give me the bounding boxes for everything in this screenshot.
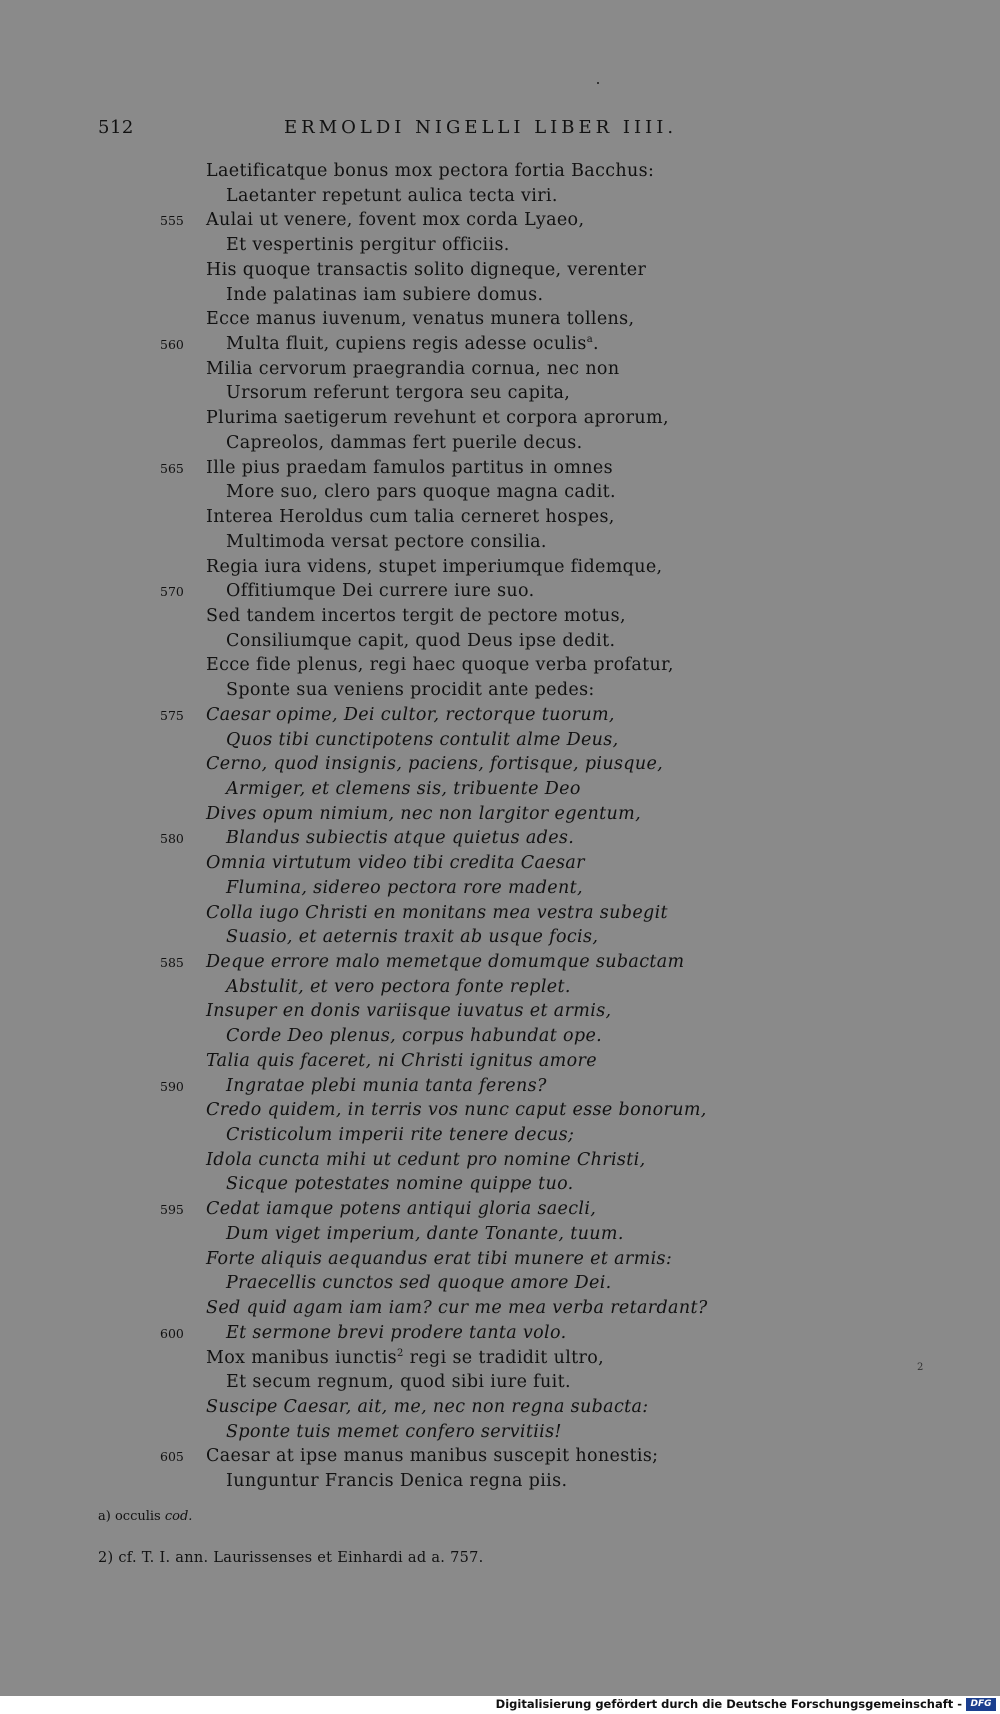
verse-line (0, 1271, 1000, 1296)
verse-line (0, 579, 1000, 604)
verse-text-main: Ursorum referunt tergora seu capita, (226, 383, 571, 404)
verse-line (0, 752, 1000, 777)
margin-mark: 2 (917, 1362, 924, 1373)
verse-line (0, 381, 1000, 406)
page-number: 512 (98, 117, 134, 138)
verse-line (0, 1172, 1000, 1197)
verse-text-main: Cedat iamque potens antiqui gloria saecli, (206, 1199, 597, 1220)
verse-line (0, 1420, 1000, 1445)
verse-text-main: Sicque potestates nomine quippe tuo. (226, 1174, 574, 1195)
verse-text (226, 777, 581, 802)
verse-text (226, 1370, 571, 1395)
verse-number: 555 (160, 213, 184, 229)
verse-text-main: Praecellis cunctos sed quoque amore Dei. (226, 1273, 612, 1294)
verse-line (0, 233, 1000, 258)
verse-line (0, 851, 1000, 876)
verse-text (206, 159, 654, 184)
verse-line (0, 1098, 1000, 1123)
verse-line (0, 1469, 1000, 1494)
verse-text (206, 555, 662, 580)
verse-text (206, 1296, 708, 1321)
verse-text (206, 802, 641, 827)
verse-text-main: Sed tandem incertos tergit de pectore motus, (206, 605, 626, 626)
verse-text (206, 653, 674, 678)
verse-text (206, 307, 634, 332)
verse-line (0, 876, 1000, 901)
verse-line (0, 1346, 1000, 1371)
verse-text-main: Sponte sua veniens procidit ante pedes: (226, 680, 595, 701)
dfg-logo: DFG (966, 1698, 996, 1711)
verse-text-main: Deque errore malo memetque domumque subactam (206, 952, 685, 972)
verse-line (0, 1296, 1000, 1321)
verse-text-main: Sed quid agam iam iam? cur me mea verba retardant? (206, 1298, 708, 1319)
verse-text (206, 1148, 646, 1173)
verse-text-main: Multimoda versat pectore consilia. (226, 531, 547, 552)
verse-text (226, 283, 543, 308)
verse-line (0, 456, 1000, 481)
verse-text-main: Credo quidem, in terris vos nunc caput esse bonorum, (206, 1100, 707, 1121)
verse-text (226, 1222, 624, 1247)
verse-text (226, 381, 570, 406)
verse-number: 600 (160, 1325, 184, 1341)
verse-text (226, 728, 619, 753)
verse-text-main: Dum viget imperium, dante Tonante, tuum. (226, 1223, 624, 1244)
verse-text (206, 752, 663, 777)
verse-text (206, 950, 684, 975)
verse-line (0, 703, 1000, 728)
verse-text-main: Idola cuncta mihi ut cedunt pro nomine Christi, (206, 1149, 646, 1170)
verse-text (206, 999, 611, 1024)
verse-text-main: Cristicolum imperii rite tenere decus; (226, 1125, 575, 1146)
verse-number: 605 (160, 1449, 184, 1465)
verse-number: 570 (160, 584, 184, 600)
verse-text (206, 851, 585, 876)
verse-text-main: Iunguntur Francis Denica regna piis. (226, 1471, 568, 1492)
verse-text (226, 1024, 602, 1049)
verse-text-main: Forte aliquis aequandus erat tibi munere et armis: (206, 1248, 673, 1269)
verse-text-main: Talia quis faceret, ni Christi ignitus amore (206, 1050, 597, 1071)
verse-text (206, 1346, 604, 1371)
verse-text (206, 406, 669, 431)
verse-text-main: Armiger, et clemens sis, tribuente Deo (226, 778, 581, 799)
verse-text-main: Capreolos, dammas fert puerile decus. (226, 432, 583, 453)
footnote-reference: a (586, 334, 593, 346)
verse-text-tail: . (593, 334, 599, 355)
verse-text-main: Multa fluit, cupiens regis adesse oculis (226, 334, 587, 355)
verse-text (206, 208, 584, 233)
verse-text-main: Et secum regnum, quod sibi iure fuit. (226, 1372, 571, 1393)
verse-text (226, 1420, 562, 1445)
digitization-credit-bar (0, 1696, 1000, 1714)
verse-line (0, 283, 1000, 308)
verse-text (206, 505, 615, 530)
verse-line (0, 555, 1000, 580)
verse-block (0, 159, 1000, 1494)
verse-line (0, 653, 1000, 678)
verse-text-main: Colla iugo Christi en monitans mea vestra subegit (206, 902, 668, 923)
verse-text (206, 1247, 672, 1272)
verse-text-main: Sponte tuis memet confero servitiis! (226, 1421, 562, 1442)
verse-text (226, 629, 615, 654)
verse-text-main: Abstulit, et vero pectora fonte replet. (226, 976, 571, 997)
footnote-a-mark: a) (98, 1509, 111, 1524)
verse-line (0, 826, 1000, 851)
verse-text (226, 925, 598, 950)
verse-line (0, 604, 1000, 629)
verse-line (0, 480, 1000, 505)
verse-text-main: Ille pius praedam famulos partitus in omnes (206, 457, 613, 478)
verse-line (0, 332, 1000, 357)
verse-text-main: Inde palatinas iam subiere domus. (226, 284, 544, 305)
verse-line (0, 1197, 1000, 1222)
credit-text: Digitalisierung gefördert durch die Deutsche Forschungsgemeinschaft - (495, 1697, 962, 1711)
verse-text-main: His quoque transactis solito digneque, verenter (206, 259, 647, 280)
verse-text (206, 1395, 649, 1420)
verse-line (0, 1024, 1000, 1049)
verse-line (0, 505, 1000, 530)
verse-text-main: Offitiumque Dei currere iure suo. (226, 581, 535, 602)
verse-line (0, 1321, 1000, 1346)
verse-line (0, 1074, 1000, 1099)
verse-text (206, 456, 613, 481)
verse-line (0, 1247, 1000, 1272)
verse-text (206, 901, 668, 926)
footnote-reference: 2 (397, 1347, 404, 1359)
verse-line (0, 999, 1000, 1024)
verse-number: 595 (160, 1202, 184, 1218)
verse-text-main: Regia iura videns, stupet imperiumque fidemque, (206, 556, 663, 577)
verse-line (0, 1222, 1000, 1247)
verse-number: 580 (160, 831, 184, 847)
verse-line (0, 1395, 1000, 1420)
verse-line (0, 777, 1000, 802)
footnote-2: 2) cf. T. I. ann. Laurissenses et Einhardi ad a. 757. (98, 1550, 484, 1566)
verse-text (206, 1444, 658, 1469)
verse-text (226, 1271, 612, 1296)
verse-text-main: Caesar at ipse manus manibus suscepit honestis; (206, 1446, 659, 1467)
verse-text-main: Mox manibus iunctis (206, 1347, 397, 1368)
verse-line (0, 431, 1000, 456)
verse-line (0, 678, 1000, 703)
verse-text (226, 876, 583, 901)
verse-text-main: Cerno, quod insignis, paciens, fortisque, piusque, (206, 754, 664, 775)
verse-text-main: Corde Deo plenus, corpus habundat ope. (226, 1026, 603, 1047)
verse-line (0, 925, 1000, 950)
verse-text-main: Caesar opime, Dei cultor, rectorque tuorum, (206, 704, 615, 725)
verse-line (0, 406, 1000, 431)
verse-text-main: Flumina, sidereo pectora rore madent, (226, 877, 583, 898)
verse-text (226, 678, 595, 703)
verse-text (226, 480, 616, 505)
verse-number: 565 (160, 460, 184, 476)
verse-number: 560 (160, 337, 184, 353)
verse-number: 575 (160, 707, 184, 723)
verse-line (0, 802, 1000, 827)
verse-text (226, 431, 583, 456)
footnote-a-text: occulis (114, 1509, 161, 1524)
footnote-a (98, 1509, 192, 1524)
verse-text-main: Omnia virtutum video tibi credita Caesar (206, 853, 585, 874)
verse-text-main: Milia cervorum praegrandia cornua, nec non (206, 358, 620, 379)
verse-text (206, 1049, 597, 1074)
verse-line (0, 901, 1000, 926)
verse-text-main: Laetanter repetunt aulica tecta viri. (226, 185, 558, 206)
verse-line (0, 1123, 1000, 1148)
verse-text-main: Suscipe Caesar, ait, me, nec non regna subacta: (206, 1396, 649, 1417)
verse-text-main: More suo, clero pars quoque magna cadit. (226, 482, 616, 503)
verse-text-main: Interea Heroldus cum talia cerneret hospes, (206, 507, 615, 528)
verse-line (0, 530, 1000, 555)
verse-text (226, 826, 574, 851)
verse-line (0, 258, 1000, 283)
verse-text-main: Ecce fide plenus, regi haec quoque verba profatur, (206, 655, 674, 676)
verse-text-main: Blandus subiectis atque quietus ades. (226, 828, 575, 849)
verse-text-main: Et sermone brevi prodere tanta volo. (226, 1322, 567, 1343)
verse-text-main: Aulai ut venere, fovent mox corda Lyaeo, (206, 210, 585, 231)
verse-number: 585 (160, 955, 184, 970)
verse-text (226, 530, 547, 555)
verse-text-main: Suasio, et aeternis traxit ab usque focis, (226, 927, 599, 948)
verse-text (226, 579, 535, 604)
verse-line (0, 629, 1000, 654)
verse-text-main: Ecce manus iuvenum, venatus munera tollens, (206, 309, 635, 330)
verse-text (226, 1123, 574, 1148)
verse-line (0, 1148, 1000, 1173)
page-speck (597, 82, 599, 84)
footnote-a-source: cod. (164, 1509, 193, 1524)
verse-text (226, 1321, 567, 1346)
verse-line (0, 184, 1000, 209)
verse-line (0, 159, 1000, 184)
verse-line (0, 975, 1000, 1000)
verse-text (226, 332, 599, 357)
verse-text-main: Plurima saetigerum revehunt et corpora aprorum, (206, 408, 669, 429)
verse-text-main: Et vespertinis pergitur officiis. (226, 235, 510, 256)
verse-line (0, 357, 1000, 382)
verse-text (226, 1074, 547, 1099)
verse-text (226, 233, 510, 258)
verse-text (206, 703, 615, 728)
verse-line (0, 728, 1000, 753)
verse-line (0, 1444, 1000, 1469)
verse-line (0, 950, 1000, 975)
running-head: ERMOLDI NIGELLI LIBER IIII. (284, 117, 678, 138)
verse-number: 590 (160, 1078, 184, 1094)
verse-line (0, 1049, 1000, 1074)
page-header (98, 117, 738, 143)
verse-text-main: Ingratae plebi munia tanta ferens? (226, 1075, 547, 1096)
verse-text (206, 604, 626, 629)
verse-text (206, 357, 619, 382)
verse-text (226, 975, 571, 1000)
verse-text-tail: regi se tradidit ultro, (403, 1347, 605, 1368)
verse-text (226, 1172, 574, 1197)
verse-line (0, 208, 1000, 233)
verse-text (226, 1469, 567, 1494)
verse-line (0, 307, 1000, 332)
verse-text-main: Laetificatque bonus mox pectora fortia Bacchus: (206, 161, 655, 181)
verse-text-main: Consiliumque capit, quod Deus ipse dedit. (226, 630, 616, 651)
verse-text (206, 1098, 707, 1123)
verse-text (226, 184, 558, 209)
verse-text-main: Quos tibi cunctipotens contulit alme Deus, (226, 729, 619, 750)
verse-text (206, 1197, 596, 1222)
verse-text-main: Dives opum nimium, nec non largitor egentum, (206, 803, 641, 824)
verse-text (206, 258, 646, 283)
verse-line (0, 1370, 1000, 1395)
verse-text-main: Insuper en donis variisque iuvatus et armis, (206, 1001, 612, 1022)
